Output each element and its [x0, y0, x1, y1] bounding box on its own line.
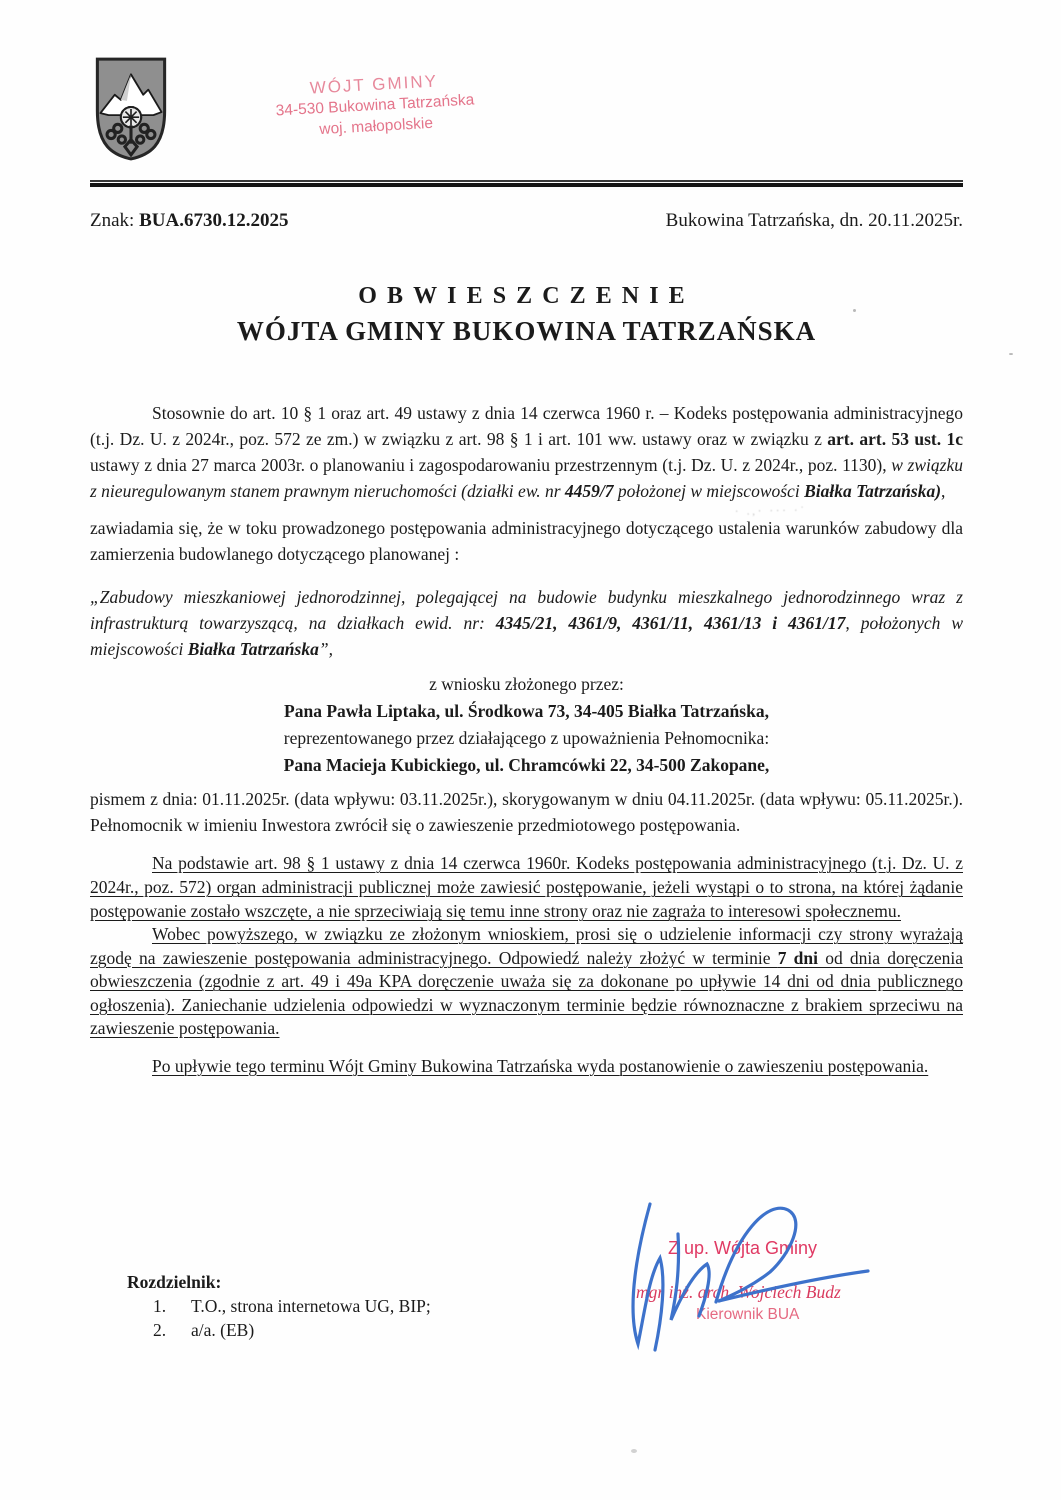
quote-locality: Białka Tatrzańska: [187, 639, 319, 659]
applicant-lead: z wniosku złożonego przez:: [429, 674, 624, 694]
intro-italic-text: w związku z nieuregulowanym stanem prawnym nieruchomości (działki ew. nr: [90, 455, 963, 501]
case-number: [90, 210, 288, 232]
stamp-line-region: woj. małopolskie: [318, 114, 434, 139]
paragraph-request-for-consent: [90, 923, 963, 1041]
document-title: [90, 283, 963, 347]
intro-parcel-number: 4459/7: [564, 481, 614, 501]
list-item-text: a/a. (EB): [191, 1320, 255, 1340]
quote-text: , położonych w miejscowości: [90, 613, 963, 659]
list-item-text: T.O., strona internetowa UG, BIP;: [191, 1296, 431, 1316]
title-line-2: WÓJTA GMINY BUKOWINA TATRZAŃSKA: [236, 316, 817, 346]
list-item-number: 1.: [153, 1296, 167, 1316]
coat-of-arms-icon: [92, 54, 170, 162]
divider-thick-line: [90, 183, 963, 187]
applicant-block: [90, 671, 963, 779]
scan-smudge: · .,· ··· ·˙: [734, 505, 807, 518]
scan-speck: [1009, 353, 1013, 355]
list-item: [127, 1320, 431, 1341]
stamp-line-authority: WÓJT GMINY: [309, 71, 439, 98]
signature-position-line: Kierownik BUA: [696, 1306, 800, 1323]
header-divider: [90, 180, 963, 188]
intro-italic-text: położonej w miejscowości: [613, 481, 805, 501]
scan-speck: [853, 309, 856, 312]
request-text: Wobec powyższego, w związku ze złożonym wnioskiem, prosi się o udzielenie informacji czy strony wyrażają zgodę na zawieszenie postępowania administracyjnego. Odpowiedź należy złożyć w terminie: [90, 924, 963, 968]
quote-text: „Zabudowy mieszkaniowej jednorodzinnej, polegającej na budowie budynku mieszkalnego jednorodzinnego wraz z infrastrukturą towarzyszącą, na działkach ewid. nr:: [90, 587, 963, 633]
divider-thin-line: [90, 180, 963, 182]
list-item: [127, 1296, 431, 1317]
signature-authority-line: Z up. Wójta Gminy: [668, 1238, 818, 1258]
distribution-list-label: Rozdzielnik:: [127, 1272, 222, 1292]
place-and-date: Bukowina Tatrzańska, dn. 20.11.2025r.: [665, 210, 963, 231]
quote-text: ”,: [318, 639, 333, 659]
intro-text: Stosownie do art. 10 § 1 oraz art. 49 ustawy z dnia 14 czerwca 1960 r. – Kodeks postępowania administracyjnego (t.j. Dz. U. z 2024r., poz. 572 ze zm.) w związku z art. 98 § 1 i art. 101 ww. ustawy oraz w związku z: [90, 403, 963, 449]
intro-text: ,: [941, 481, 946, 501]
case-number-value: BUA.6730.12.2025: [139, 210, 289, 231]
distribution-list: [127, 1272, 431, 1341]
applicant-investor: Pana Pawła Liptaka, ul. Środkowa 73, 34-405 Białka Tatrzańska,: [284, 701, 769, 721]
paragraph-notice: zawiadamia się, że w toku prowadzonego postępowania administracyjnego dotyczącego ustalenia warunków zabudowy dla zamierzenia budowlanego dotyczącego planowanej :: [90, 518, 963, 564]
request-text: od dnia doręczenia obwieszczenia (zgodnie z art. 49 i 49a KPA doręczenie uważa się za dokonane po upływie 14 dni od dnia publicznego ogłoszenia). Zaniechanie udzielenia odpowiedzi w wyznaczonym terminie będzie równoznaczne z brakiem sprzeciwu na zawieszenie postępowania.: [90, 947, 964, 1038]
intro-locality: Białka Tatrzańska): [804, 481, 942, 501]
applicant-representation: reprezentowanego przez działającego z upoważnienia Pełnomocnika:: [283, 728, 770, 748]
list-item-number: 2.: [153, 1320, 167, 1340]
title-line-1: OBWIESZCZENIE: [358, 283, 695, 309]
request-deadline: 7 dni: [777, 947, 818, 968]
office-stamp: [248, 67, 501, 144]
paragraph-closing: Po upływie tego terminu Wójt Gminy Bukowina Tatrzańska wyda postanowienie o zawieszeniu postępowania.: [152, 1055, 929, 1076]
document-body: [90, 400, 963, 1079]
paragraph-suspension-legal-basis: Na podstawie art. 98 § 1 ustawy z dnia 14 czerwca 1960r. Kodeks postępowania administracyjnego (t.j. Dz. U. z 2024r., poz. 572) organ administracji publicznej może zawiesić postępowanie, jeżeli wystąpi o to strona, na której żądanie postępowanie zostało wszczęte, a nie sprzeciwiają się temu inne strony oraz nie zagraża to interesowi społecznemu.: [90, 853, 963, 921]
paragraph-legal-basis-intro: [90, 400, 963, 504]
signature-name-line: mgr inż. arch. Wojciech Budz: [636, 1282, 841, 1302]
scan-speck: [631, 1449, 637, 1453]
quote-parcel-numbers: 4345/21, 4361/9, 4361/11, 4361/13 i 4361/17: [495, 613, 846, 633]
paragraph-letter-dates: pismem z dnia: 01.11.2025r. (data wpływu: 03.11.2025r.), skorygowanym w dniu 04.11.2025r. (data wpływu: 05.11.2025r.). Pełnomocnik w imieniu Inwestora zwrócił się o zawieszenie przedmiotowego postępowania.: [90, 789, 963, 835]
applicant-attorney: Pana Macieja Kubickiego, ul. Chramcówki 22, 34-500 Zakopane,: [283, 755, 770, 775]
intro-bold-article: art. art. 53 ust. 1c: [827, 429, 963, 449]
signature-block: [618, 1192, 898, 1372]
intro-text: ustawy z dnia 27 marca 2003r. o planowaniu i zagospodarowaniu przestrzennym (t.j. Dz. U. z 2024r., poz. 1130),: [90, 455, 892, 475]
stamp-line-address: 34-530 Bukowina Tatrzańska: [275, 91, 475, 120]
case-number-label: Znak:: [90, 210, 140, 231]
meta-row: [90, 210, 963, 232]
paragraph-project-quote: [90, 584, 963, 662]
